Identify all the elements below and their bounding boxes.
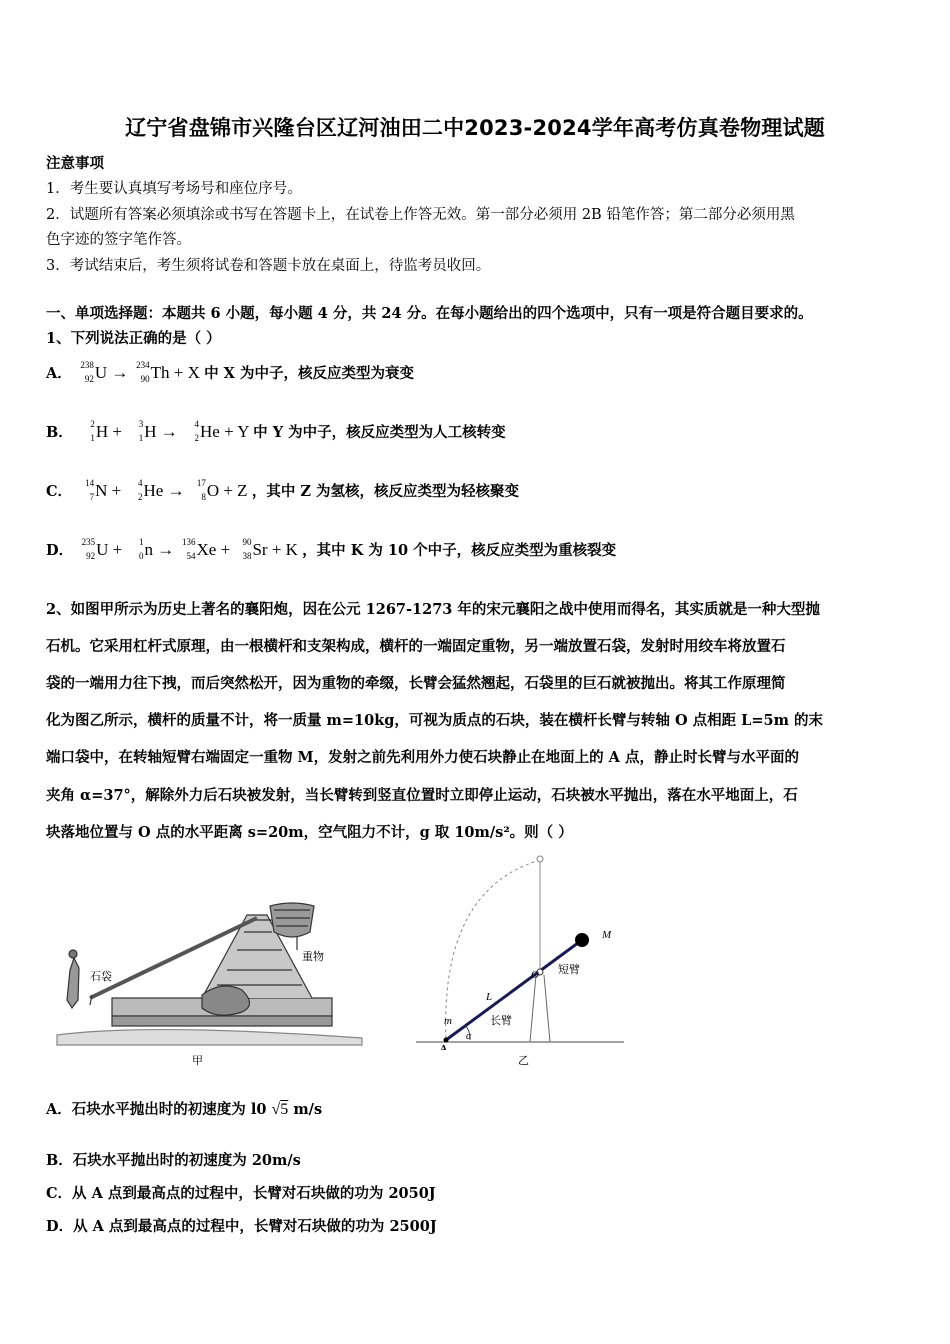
q2-line: 2、如图甲所示为历史上著名的襄阳炮，因在公元 1267-1273 年的宋元襄阳之战中使用而得名，其实质就是一种大型抛 [46, 601, 820, 618]
nuclear-equation: 238 92 U → 234 90 Th + X [80, 360, 200, 385]
nuclear-equation: 14 7 N + 4 2 He → 17 8 O + Z [85, 478, 248, 503]
figure-jia-caption: 甲 [192, 1054, 203, 1067]
notice-item: 3．考试结束后，考生须将试卷和答题卡放在桌面上，待监考员收回。 [46, 258, 491, 274]
label-long-arm: 长臂 [490, 1014, 512, 1027]
label-O: O [531, 969, 539, 981]
figure-jia [52, 880, 372, 1070]
q2-line: 夹角 α=37°，解除外力后石块被发射，当长臂转到竖直位置时立即停止运动，石块被水平抛出，落在水平地面上，石 [46, 787, 798, 804]
sqrt-expression: √5 [271, 1101, 289, 1118]
lever-arm [446, 940, 582, 1040]
notice-heading: 注意事项 [46, 155, 104, 172]
q2-line: 袋的一端用力往下拽，而后突然松开，因为重物的牵缀，长臂会猛然翘起，石袋里的巨石就被抛出。将其工作原理简 [46, 675, 786, 692]
nuclear-equation: 2 1 H + 3 1 H → 4 2 He + Y [90, 419, 249, 444]
label-L: L [486, 991, 493, 1003]
q2-line: 块落地位置与 O 点的水平距离 s=20m，空气阻力不计，g 取 10m/s²。则（ ） [46, 824, 573, 841]
q2-line: 端口袋中，在转轴短臂右端固定一重物 M，发射之前先利用外力使石块静止在地面上的 A 点，静止时长臂与水平面的 [46, 749, 799, 766]
label-weight: 重物 [302, 950, 324, 963]
notice-item: 1．考生要认真填写考场号和座位序号。 [46, 181, 302, 197]
q2-line: 石机。它采用杠杆式原理，由一根横杆和支架构成，横杆的一端固定重物，另一端放置石袋，发射时用绞车将放置石 [46, 638, 786, 655]
label-alpha: α [466, 1031, 472, 1042]
section-heading: 一、单项选择题：本题共 6 小题，每小题 4 分，共 24 分。在每小题给出的四个选项中，只有一项是符合题目要求的。 [46, 305, 813, 322]
label-M: M [602, 929, 612, 941]
nuclear-equation: 235 92 U + 1 0 n → 136 54 Xe + 90 38 Sr + K [81, 537, 298, 562]
lever-diagram [410, 850, 640, 1050]
q2-option-a: A．石块水平抛出时的初速度为 l0 √5 m/s [46, 1101, 323, 1118]
notice-item: 2．试题所有答案必须填涂或书写在答题卡上，在试卷上作答无效。第一部分必须用 2B 铅笔作答；第二部分必须用黑 [46, 207, 795, 223]
label-stone-bag: 石袋 [90, 970, 112, 983]
question-1-stem: 1、下列说法正确的是（ ） [46, 330, 221, 347]
label-short-arm: 短臂 [558, 963, 580, 976]
label-A: A [440, 1044, 448, 1050]
q1-option-c: C． 14 7 N + 4 2 He → 17 8 O + Z ，其中 Z 为氢核，核反应类型为轻核聚变 [46, 478, 520, 503]
q2-option-c: C．从 A 点到最高点的过程中，长臂对石块做的功为 2050J [46, 1185, 436, 1202]
notice-item: 色字迹的签字笔作答。 [46, 232, 191, 248]
figure-yi-caption: 乙 [518, 1054, 529, 1067]
label-m: m [444, 1015, 452, 1027]
q1-option-d: D． 235 92 U + 1 0 n → 136 54 Xe + 90 38 Sr + K ，其中 K 为 10 个中子，核反应类型为重核裂变 [46, 537, 617, 562]
q1-option-b: B． 2 1 H + 3 1 H → 4 2 He + Y 中 Y 为中子，核反应类型为人工核转变 [46, 419, 506, 444]
weight-M [575, 933, 589, 947]
option-label: A． [46, 365, 72, 382]
q2-option-b: B．石块水平抛出时的初速度为 20m/s [46, 1152, 301, 1169]
figure-yi [410, 850, 640, 1050]
q2-option-d: D．从 A 点到最高点的过程中，长臂对石块做的功为 2500J [46, 1218, 437, 1235]
trebuchet-illustration [52, 880, 372, 1070]
support-post [530, 975, 550, 1042]
page-title: 辽宁省盘锦市兴隆台区辽河油田二中2023-2024学年高考仿真卷物理试题 [125, 116, 825, 140]
option-text: 中 X 为中子，核反应类型为衰变 [204, 365, 414, 382]
q2-line: 化为图乙所示，横杆的质量不计，将一质量 m=10kg，可视为质点的石块，装在横杆长臂与转轴 O 点相距 L=5m 的末 [46, 712, 823, 729]
q1-option-a [46, 362, 414, 386]
